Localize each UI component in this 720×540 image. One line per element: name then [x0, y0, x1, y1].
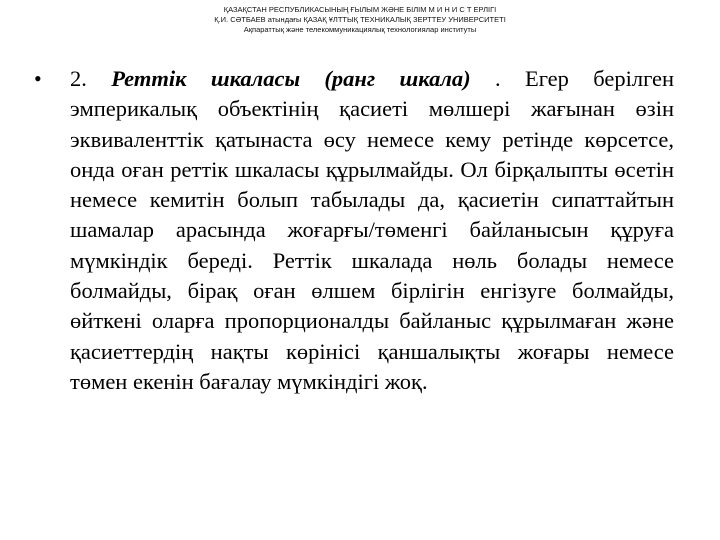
slide-header — [150, 5, 570, 35]
institute-title: Ақпараттық және телекоммуникациялық технологиялар институты — [243, 25, 477, 34]
bullet-marker: • — [34, 66, 42, 91]
bullet-item — [34, 64, 674, 397]
scale-term: Реттік шкаласы (ранг шкала) — [111, 66, 471, 91]
item-number: 2. — [70, 66, 87, 91]
term-separator: . — [494, 66, 501, 91]
bullet-paragraph — [70, 64, 674, 397]
slide-body — [34, 64, 674, 397]
university-title: Қ.И. СӘТБАЕВ атындағы ҚАЗАҚ ҰЛТТЫҚ ТЕХНИКАЛЫҚ ЗЕРТТЕУ УНИВЕРСИТЕТІ — [214, 15, 506, 24]
definition-text: Егер берілген эмперикалық объектінің қасиеті мөлшері жағынан өзін эквиваленттік қатынаста өсу немесе кему ретінде көрсетсе, онда оған реттік шкаласы құрылмайды. Ол бірқалыпты өсетін немесе кемитін болып табылады да, қасиетін сипаттайтын шамалар арасында жоғарғы/төменгі байланысын құруға мүмкіндік береді. Реттік шкалада нөль болады немесе болмайды, бірақ оған өлшем бірлігін енгізуге болмайды, өйткені оларға пропорционалды байланыс құрылмаған және қасиеттердің нақты көрінісі қаншалықты жоғары немесе төмен екенін бағалау мүмкіндігі жоқ. — [70, 66, 675, 394]
ministry-title: ҚАЗАҚСТАН РЕСПУБЛИКАСЫНЫҢ ҒЫЛЫМ ЖӘНЕ БІЛІМ М И Н И С Т ЕРЛІГІ — [223, 5, 497, 14]
